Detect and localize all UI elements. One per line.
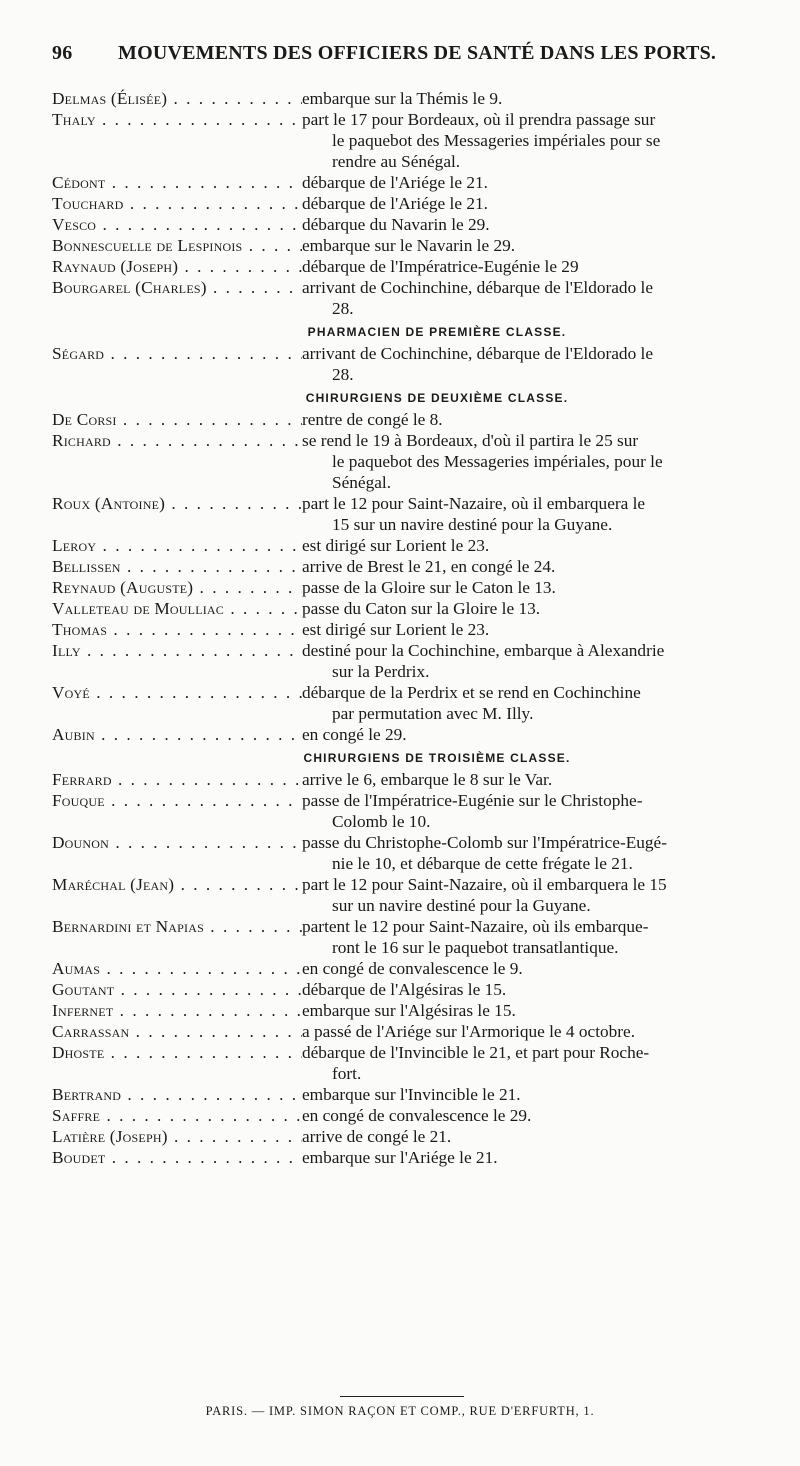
page-header — [52, 42, 772, 65]
description-line: débarque de l'Ariége le 21. — [302, 194, 488, 213]
movement-entry — [52, 88, 762, 109]
description-line: en congé de convalescence le 29. — [302, 1106, 532, 1125]
movement-description — [302, 1042, 762, 1084]
movement-description — [302, 619, 762, 640]
description-line: débarque de l'Impératrice-Eugénie le 29 — [302, 257, 579, 276]
description-line: débarque de l'Invincible le 21, et part pour Roche- — [302, 1043, 650, 1062]
movement-description — [302, 958, 762, 979]
officer-name: Valleteau de Moulliac . . . — [52, 598, 302, 619]
description-line: partent le 12 pour Saint-Nazaire, où ils embarque- — [302, 917, 649, 936]
officer-name: Dounon . . . — [52, 832, 302, 874]
movement-description — [302, 1147, 762, 1168]
movement-entry — [52, 556, 762, 577]
description-line: Colomb le 10. — [332, 812, 431, 831]
description-line: arrive le 6, embarque le 8 sur le Var. — [302, 770, 553, 789]
officer-name: Voyé . . . — [52, 682, 302, 724]
movement-description — [302, 1126, 762, 1147]
movement-description — [302, 535, 762, 556]
description-line: est dirigé sur Lorient le 23. — [302, 536, 490, 555]
page-number: 96 — [52, 42, 73, 64]
movement-description — [302, 979, 762, 1000]
movement-description — [302, 1021, 762, 1042]
movement-description — [302, 640, 762, 682]
movement-description — [302, 109, 762, 172]
officer-name: Aumas . . . — [52, 958, 302, 979]
description-line: embarque sur la Thémis le 9. — [302, 89, 503, 108]
description-line: passe du Caton sur la Gloire le 13. — [302, 599, 541, 618]
footer-rule — [340, 1396, 464, 1397]
officer-name: Bonnescuelle de Lespinois . . . — [52, 235, 302, 256]
movement-description — [302, 88, 762, 109]
description-line: embarque sur l'Algésiras le 15. — [302, 1001, 516, 1020]
movement-description — [302, 874, 762, 916]
officer-name: Bernardini et Napias . . . — [52, 916, 302, 958]
officer-name: Illy . . . — [52, 640, 302, 682]
officer-name: Boudet . . . — [52, 1147, 302, 1168]
movement-entry — [52, 214, 762, 235]
page-title: MOUVEMENTS DES OFFICIERS DE SANTÉ DANS LES PORTS. — [118, 42, 717, 64]
description-line: en congé le 29. — [302, 725, 407, 744]
officer-name: Thomas . . . — [52, 619, 302, 640]
movement-description — [302, 790, 762, 832]
movement-entry — [52, 343, 762, 385]
description-line: rentre de congé le 8. — [302, 410, 443, 429]
movement-entry — [52, 1021, 762, 1042]
movement-entry — [52, 493, 762, 535]
officer-name: Saffre . . . — [52, 1105, 302, 1126]
movement-description — [302, 214, 762, 235]
movement-description — [302, 430, 762, 493]
officer-name: Carrassan . . . — [52, 1021, 302, 1042]
movement-entry — [52, 409, 762, 430]
officer-name: Infernet . . . — [52, 1000, 302, 1021]
movement-entry — [52, 598, 762, 619]
movement-description — [302, 493, 762, 535]
entries-group-deuxieme — [52, 409, 762, 745]
section-heading-pharmacien: PHARMACIEN DE PREMIÈRE CLASSE. — [307, 325, 567, 339]
movement-description — [302, 1084, 762, 1105]
description-line: a passé de l'Ariége sur l'Armorique le 4 octobre. — [302, 1022, 636, 1041]
description-line: 28. — [332, 299, 354, 318]
officer-name: Dhoste . . . — [52, 1042, 302, 1084]
description-line: débarque de l'Algésiras le 15. — [302, 980, 507, 999]
description-line: se rend le 19 à Bordeaux, d'où il partira le 25 sur — [302, 431, 639, 450]
officer-name: Richard . . . — [52, 430, 302, 493]
description-line: sur la Perdrix. — [332, 662, 430, 681]
description-line: est dirigé sur Lorient le 23. — [302, 620, 490, 639]
entries-group-troisieme — [52, 769, 762, 1168]
movement-description — [302, 556, 762, 577]
officer-name: Cédont . . . — [52, 172, 302, 193]
movement-entry — [52, 430, 762, 493]
description-line: part le 17 pour Bordeaux, où il prendra passage sur — [302, 110, 656, 129]
movement-description — [302, 769, 762, 790]
movement-entry — [52, 769, 762, 790]
movement-description — [302, 916, 762, 958]
description-line: arrive de congé le 21. — [302, 1127, 452, 1146]
description-line: le paquebot des Messageries impériales pour se — [332, 131, 661, 150]
officer-name: Vesco . . . — [52, 214, 302, 235]
officer-name: Goutant . . . — [52, 979, 302, 1000]
officer-name: Delmas (Élisée) . . . — [52, 88, 302, 109]
officer-name: Fouque . . . — [52, 790, 302, 832]
officer-name: Ségard . . . — [52, 343, 302, 385]
movement-description — [302, 343, 762, 385]
officer-name: Touchard . . . — [52, 193, 302, 214]
entries-group-main — [52, 88, 762, 319]
movement-description — [302, 1000, 762, 1021]
description-line: embarque sur le Navarin le 29. — [302, 236, 516, 255]
printer-footer: PARIS. — IMP. SIMON RAÇON ET COMP., RUE D'ERFURTH, 1. — [205, 1404, 595, 1418]
description-line: ront le 16 sur le paquebot transatlantique. — [332, 938, 619, 957]
officer-name: De Corsi . . . — [52, 409, 302, 430]
movement-description — [302, 193, 762, 214]
description-line: fort. — [332, 1064, 362, 1083]
section-heading-troisieme-classe: CHIRURGIENS DE TROISIÈME CLASSE. — [303, 751, 571, 765]
movement-entry — [52, 1147, 762, 1168]
description-line: arrive de Brest le 21, en congé le 24. — [302, 557, 556, 576]
description-line: arrivant de Cochinchine, débarque de l'Eldorado le — [302, 278, 654, 297]
movement-description — [302, 682, 762, 724]
description-line: débarque de la Perdrix et se rend en Cochinchine — [302, 683, 641, 702]
description-line: Sénégal. — [332, 473, 392, 492]
description-line: débarque du Navarin le 29. — [302, 215, 490, 234]
officer-name: Bourgarel (Charles) . . . — [52, 277, 302, 319]
description-line: débarque de l'Ariége le 21. — [302, 173, 488, 192]
movement-description — [302, 832, 762, 874]
movement-entry — [52, 1105, 762, 1126]
movement-entry — [52, 640, 762, 682]
movement-entry — [52, 1084, 762, 1105]
movement-description — [302, 277, 762, 319]
movement-entry — [52, 724, 762, 745]
description-line: embarque sur l'Invincible le 21. — [302, 1085, 521, 1104]
officer-name: Aubin . . . — [52, 724, 302, 745]
movement-description — [302, 724, 762, 745]
movement-entry — [52, 235, 762, 256]
entries-group-pharmacien — [52, 343, 762, 385]
movement-entry — [52, 277, 762, 319]
movement-description — [302, 235, 762, 256]
movement-entry — [52, 958, 762, 979]
description-line: nie le 10, et débarque de cette frégate le 21. — [332, 854, 633, 873]
description-line: part le 12 pour Saint-Nazaire, où il embarquera le — [302, 494, 646, 513]
officer-name: Maréchal (Jean) . . . — [52, 874, 302, 916]
officer-name: Thaly . . . — [52, 109, 302, 172]
movement-entry — [52, 874, 762, 916]
description-line: le paquebot des Messageries impériales, pour le — [332, 452, 663, 471]
movement-entry — [52, 916, 762, 958]
description-line: par permutation avec M. Illy. — [332, 704, 534, 723]
movement-entry — [52, 832, 762, 874]
movement-entry — [52, 1126, 762, 1147]
movement-description — [302, 256, 762, 277]
description-line: rendre au Sénégal. — [332, 152, 461, 171]
officer-name: Reynaud (Auguste) . . . — [52, 577, 302, 598]
description-line: part le 12 pour Saint-Nazaire, où il embarquera le 15 — [302, 875, 667, 894]
movement-entry — [52, 619, 762, 640]
movement-description — [302, 409, 762, 430]
movement-description — [302, 598, 762, 619]
movement-entry — [52, 109, 762, 172]
movement-entry — [52, 577, 762, 598]
description-line: en congé de convalescence le 9. — [302, 959, 523, 978]
officer-name: Raynaud (Joseph) . . . — [52, 256, 302, 277]
officer-name: Latière (Joseph) . . . — [52, 1126, 302, 1147]
description-line: sur un navire destiné pour la Guyane. — [332, 896, 591, 915]
movement-entry — [52, 682, 762, 724]
officer-name: Bellissen . . . — [52, 556, 302, 577]
movement-entry — [52, 193, 762, 214]
movements-list — [52, 88, 762, 1168]
description-line: 15 sur un navire destiné pour la Guyane. — [332, 515, 613, 534]
movement-description — [302, 172, 762, 193]
movement-entry — [52, 790, 762, 832]
officer-name: Roux (Antoine) . . . — [52, 493, 302, 535]
movement-entry — [52, 535, 762, 556]
movement-entry — [52, 1000, 762, 1021]
officer-name: Ferrard . . . — [52, 769, 302, 790]
section-heading-deuxieme-classe: CHIRURGIENS DE DEUXIÈME CLASSE. — [305, 391, 569, 405]
officer-name: Bertrand . . . — [52, 1084, 302, 1105]
description-line: passe de l'Impératrice-Eugénie sur le Christophe- — [302, 791, 643, 810]
description-line: passe de la Gloire sur le Caton le 13. — [302, 578, 556, 597]
movement-description — [302, 1105, 762, 1126]
description-line: destiné pour la Cochinchine, embarque à Alexandrie — [302, 641, 665, 660]
description-line: 28. — [332, 365, 354, 384]
description-line: passe du Christophe-Colomb sur l'Impératrice-Eugé- — [302, 833, 667, 852]
movement-entry — [52, 1042, 762, 1084]
movement-entry — [52, 172, 762, 193]
movement-entry — [52, 979, 762, 1000]
movement-entry — [52, 256, 762, 277]
officer-name: Leroy . . . — [52, 535, 302, 556]
description-line: embarque sur l'Ariége le 21. — [302, 1148, 498, 1167]
movement-description — [302, 577, 762, 598]
description-line: arrivant de Cochinchine, débarque de l'Eldorado le — [302, 344, 654, 363]
